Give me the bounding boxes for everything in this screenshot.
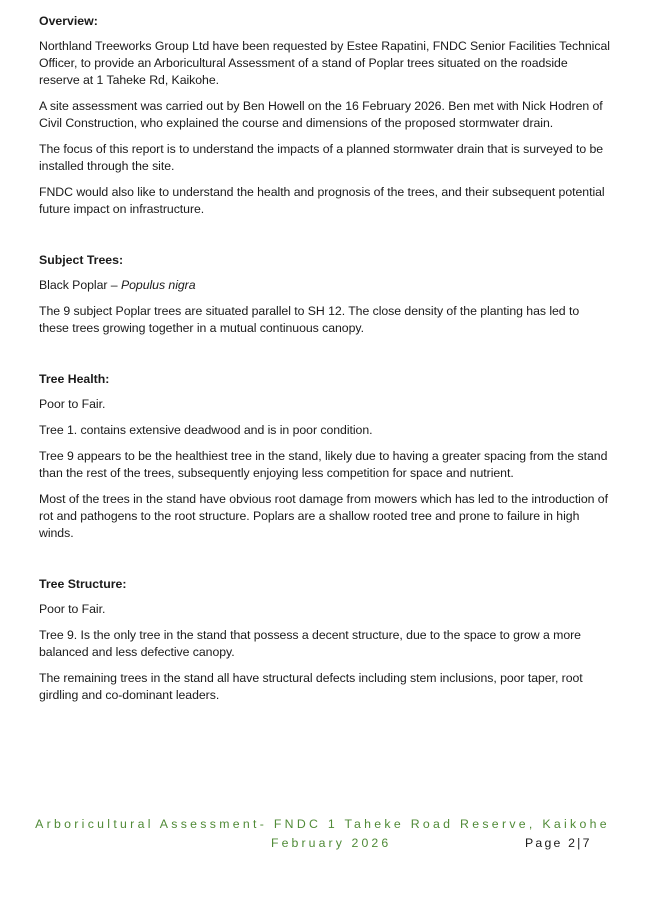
footer-date: February 2026 <box>271 836 392 850</box>
subject-trees-paragraph: The 9 subject Poplar trees are situated parallel to SH 12. The close density of the planting has led to these trees growing together in a mutual continuous canopy. <box>39 304 580 335</box>
subject-trees-heading: Subject Trees: <box>39 253 124 267</box>
overview-paragraph: FNDC would also like to understand the health and prognosis of the trees, and their subsequent potential future impact on infrastructure. <box>39 185 605 216</box>
tree-structure-paragraph: Poor to Fair. <box>39 602 106 616</box>
overview-paragraph: Northland Treeworks Group Ltd have been requested by Estee Rapatini, FNDC Senior Facilities Technical Officer, to provide an Arboricultural Assessment of a stand of Poplar trees situated on the roadside reserve at 1 Taheke Rd, Kaikohe. <box>39 39 610 87</box>
overview-paragraph: The focus of this report is to understand the impacts of a planned stormwater drain that is surveyed to be installed through the site. <box>39 142 604 173</box>
tree-health-paragraph: Tree 9 appears to be the healthiest tree in the stand, likely due to having a greater spacing from the stand than the rest of the trees, subsequently enjoying less competition for space and nutrient. <box>39 449 608 480</box>
tree-health-heading: Tree Health: <box>39 372 110 386</box>
page-number: Page 2|7 <box>525 836 592 850</box>
footer-meta <box>0 833 645 851</box>
overview-paragraph: A site assessment was carried out by Ben Howell on the 16 February 2026. Ben met with Nick Hodren of Civil Construction, who explained the course and dimensions of the proposed stormwater drain. <box>39 99 603 130</box>
species-line <box>39 277 611 294</box>
species-latin-name: Populus nigra <box>120 278 196 292</box>
page-content <box>39 13 611 713</box>
tree-health-paragraph: Poor to Fair. <box>39 397 106 411</box>
section-spacer <box>39 551 611 576</box>
tree-structure-heading: Tree Structure: <box>39 577 127 591</box>
overview-heading: Overview: <box>39 14 98 28</box>
tree-structure-paragraph: Tree 9. Is the only tree in the stand that possess a decent structure, due to the space to grow a more balanced and less defective canopy. <box>39 628 581 659</box>
page-footer <box>0 816 645 851</box>
tree-structure-paragraph: The remaining trees in the stand all have structural defects including stem inclusions, poor taper, root girdling and co-dominant leaders. <box>39 671 583 702</box>
tree-health-paragraph: Most of the trees in the stand have obvious root damage from mowers which has led to the introduction of rot and pathogens to the root structure. Poplars are a shallow rooted tree and prone to failure in high winds. <box>39 492 608 540</box>
species-common-name: Black Poplar – <box>39 278 121 292</box>
tree-health-paragraph: Tree 1. contains extensive deadwood and is in poor condition. <box>39 423 373 437</box>
footer-title: Arboricultural Assessment- FNDC 1 Taheke Road Reserve, Kaikohe <box>35 817 610 831</box>
section-spacer <box>39 346 611 371</box>
section-spacer <box>39 227 611 252</box>
